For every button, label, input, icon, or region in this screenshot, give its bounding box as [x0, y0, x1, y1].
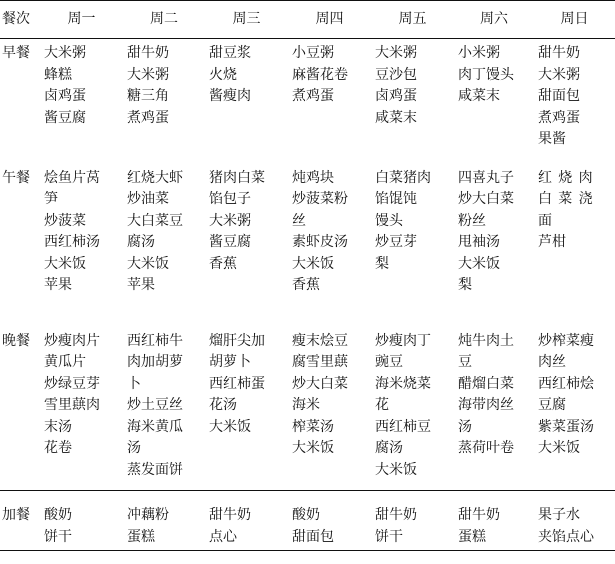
- dish-item: 饼干: [375, 528, 403, 545]
- dish-item: 大米粥: [127, 66, 169, 83]
- dish-item: 花: [375, 397, 389, 413]
- menu-cell: [123, 491, 205, 551]
- dish-item: 丝: [292, 212, 306, 229]
- dish-item: 炒瘦肉片: [44, 332, 100, 349]
- dish-item: 紫菜蛋汤: [538, 418, 594, 435]
- dish-item: 甜面包: [292, 528, 334, 545]
- dish-item: 胡萝卜: [209, 354, 251, 370]
- dish-item: 甜面包: [538, 88, 580, 104]
- table-header: [0, 1, 615, 39]
- dish-item: 西红柿汤: [44, 234, 100, 250]
- header-day: 周二: [150, 10, 178, 27]
- header-meal: 餐次: [2, 10, 30, 27]
- menu-cell: [371, 327, 454, 491]
- dish-item: 蛋糕: [127, 528, 155, 545]
- dish-item: 豆: [458, 354, 472, 370]
- menu-cell: [205, 164, 288, 327]
- menu-cell: [371, 491, 454, 551]
- dish-item: 炒大白菜: [458, 191, 514, 207]
- dish-item: 西红柿蛋: [209, 375, 265, 392]
- dish-item: 烩鱼片莴: [44, 169, 100, 186]
- dish-item: 红烧肉: [538, 169, 599, 186]
- dish-item: 面: [538, 212, 559, 229]
- menu-cell: [371, 39, 454, 164]
- dish-item: 甜牛奶: [538, 45, 580, 61]
- dish-item: 雪里蕻肉: [44, 397, 100, 413]
- dish-item: 豆腐: [538, 397, 566, 413]
- dish-item: 末汤: [44, 418, 72, 435]
- dish-item: 卤鸡蛋: [375, 88, 417, 104]
- menu-cell: [534, 491, 615, 551]
- menu-cell: [288, 39, 371, 164]
- dish-item: 点心: [209, 528, 237, 545]
- dish-item: 馅馄饨: [375, 191, 417, 207]
- dish-item: 肉加胡萝: [127, 354, 183, 370]
- dish-item: 花卷: [44, 440, 72, 456]
- dish-item: 豌豆: [375, 354, 403, 370]
- header-day: 周三: [232, 10, 261, 27]
- dish-item: 梨: [375, 255, 389, 272]
- menu-cell: [40, 39, 123, 164]
- dish-item: 糖三角: [127, 88, 169, 104]
- menu-cell: [40, 327, 123, 491]
- dish-item: 海带肉丝: [458, 397, 514, 413]
- dish-item: 馒头: [375, 212, 403, 229]
- dish-item: 白菜浇: [538, 191, 599, 207]
- dish-item: 大米饭: [127, 255, 169, 272]
- dish-item: 小豆粥: [292, 45, 334, 61]
- dish-item: 炒瘦肉丁: [375, 332, 431, 349]
- menu-cell: [123, 164, 205, 327]
- dish-item: 炒大白菜: [292, 375, 348, 392]
- dish-item: 芦柑: [538, 234, 566, 250]
- dish-item: 炒油菜: [127, 191, 169, 207]
- dish-item: 汤: [127, 440, 141, 456]
- dish-item: 炖牛肉土: [458, 332, 514, 349]
- dish-item: 咸菜末: [458, 88, 500, 104]
- snack-row: [0, 491, 615, 551]
- dish-item: 花汤: [209, 397, 237, 413]
- dish-item: 蜂糕: [44, 66, 72, 83]
- dish-item: 煮鸡蛋: [538, 109, 580, 126]
- dish-item: 大米饭: [375, 461, 417, 478]
- dish-item: 酱豆腐: [44, 109, 86, 126]
- dish-item: 大米饭: [209, 418, 251, 435]
- menu-cell: [40, 491, 123, 551]
- table-body: [0, 39, 615, 551]
- dish-item: 炒菠菜: [44, 212, 86, 229]
- dish-item: 香蕉: [292, 277, 320, 293]
- dish-item: 汤: [458, 418, 472, 435]
- dish-item: 火烧: [209, 66, 237, 83]
- dish-item: 腐雪里蕻: [292, 354, 348, 370]
- meal-label: 晚餐: [2, 332, 30, 349]
- dish-item: 西红柿牛: [127, 332, 183, 349]
- dish-item: 果酱: [538, 131, 566, 147]
- header-day: 周日: [560, 10, 589, 27]
- dish-item: 果子水: [538, 507, 580, 523]
- dish-item: 蒸荷叶卷: [458, 440, 514, 456]
- dish-item: 大白菜豆: [127, 212, 183, 229]
- dinner-row: [0, 327, 615, 491]
- meal-label: 加餐: [2, 507, 30, 523]
- dish-item: 卤鸡蛋: [44, 88, 86, 104]
- dish-item: 西红柿烩: [538, 375, 594, 392]
- dish-item: 腐汤: [375, 440, 403, 456]
- dish-item: 煮鸡蛋: [292, 88, 334, 104]
- dish-item: 酱豆腐: [209, 234, 251, 250]
- dish-item: 白菜猪肉: [375, 169, 431, 186]
- dish-item: 咸菜末: [375, 109, 417, 126]
- menu-cell: [288, 164, 371, 327]
- dish-item: 炖鸡块: [292, 169, 334, 186]
- dish-item: 冲藕粉: [127, 507, 169, 523]
- dish-item: 酱瘦肉: [209, 88, 251, 104]
- dish-item: 榨菜汤: [292, 418, 334, 435]
- dish-item: 猪肉白菜: [209, 169, 265, 186]
- dish-item: 熘肝尖加: [209, 332, 265, 349]
- menu-cell: [123, 327, 205, 491]
- dish-item: 甩袖汤: [458, 234, 500, 250]
- menu-cell: [534, 327, 615, 491]
- dish-item: 麻酱花卷: [292, 66, 348, 83]
- header-day: 周五: [398, 10, 427, 27]
- dish-item: 海米烧菜: [375, 375, 431, 392]
- dish-item: 蒸发面饼: [127, 461, 183, 478]
- dish-item: 红烧大虾: [127, 169, 183, 186]
- header-day: 周一: [67, 10, 96, 27]
- menu-cell: [288, 491, 371, 551]
- dish-item: 甜豆浆: [209, 45, 251, 61]
- dish-item: 黄瓜片: [44, 354, 86, 370]
- menu-cell: [454, 491, 534, 551]
- dish-item: 海米黄瓜: [127, 418, 183, 435]
- dish-item: 炒榨菜瘦: [538, 332, 594, 349]
- dish-item: 粉丝: [458, 212, 486, 229]
- lunch-row: [0, 164, 615, 327]
- dish-item: 甜牛奶: [458, 507, 500, 523]
- dish-item: 甜牛奶: [375, 507, 417, 523]
- dish-item: 大米粥: [538, 66, 580, 83]
- meal-label: 午餐: [2, 169, 30, 186]
- dish-item: 煮鸡蛋: [127, 109, 169, 126]
- dish-item: 大米饭: [292, 255, 334, 272]
- header-day: 周四: [315, 10, 344, 27]
- dish-item: 苹果: [127, 277, 155, 293]
- menu-cell: [288, 327, 371, 491]
- menu-cell: [454, 327, 534, 491]
- dish-item: 香蕉: [209, 255, 237, 272]
- menu-cell: [205, 491, 288, 551]
- dish-item: 炒绿豆芽: [44, 375, 100, 392]
- dish-item: 蛋糕: [458, 528, 486, 545]
- dish-item: 夹馅点心: [538, 528, 594, 545]
- dish-item: 大米粥: [375, 45, 417, 61]
- dish-item: 大米饭: [538, 440, 580, 456]
- dish-item: 炒豆芽: [375, 234, 417, 250]
- menu-cell: [40, 164, 123, 327]
- dish-item: 大米粥: [209, 212, 251, 229]
- dish-item: 炒土豆丝: [127, 397, 183, 413]
- dish-item: 醋熘白菜: [458, 375, 514, 392]
- dish-item: 炒菠菜粉: [292, 191, 348, 207]
- header-day: 周六: [480, 10, 508, 27]
- header-row: [0, 1, 615, 39]
- dish-item: 豆沙包: [375, 66, 417, 83]
- dish-item: 素虾皮汤: [292, 234, 348, 250]
- dish-item: 四喜丸子: [458, 169, 514, 186]
- menu-cell: [454, 39, 534, 164]
- dish-item: 笋: [44, 191, 58, 207]
- dish-item: 大米饭: [292, 440, 334, 456]
- dish-item: 馅包子: [209, 191, 251, 207]
- menu-cell: [534, 164, 615, 327]
- dish-item: 西红柿豆: [375, 418, 431, 435]
- dish-item: 大米饭: [458, 255, 500, 272]
- menu-cell: [205, 327, 288, 491]
- dish-item: 饼干: [44, 528, 72, 545]
- menu-cell: [205, 39, 288, 164]
- dish-item: 大米粥: [44, 45, 86, 61]
- dish-item: 酸奶: [292, 507, 320, 523]
- menu-cell: [454, 164, 534, 327]
- dish-item: 肉丁馒头: [458, 66, 514, 83]
- dish-item: 梨: [458, 277, 472, 293]
- dish-item: 小米粥: [458, 45, 500, 61]
- menu-cell: [371, 164, 454, 327]
- dish-item: 大米饭: [44, 255, 86, 272]
- dish-item: 苹果: [44, 277, 72, 293]
- meal-label: 早餐: [2, 45, 30, 61]
- dish-item: 酸奶: [44, 507, 72, 523]
- dish-item: 海米: [292, 397, 320, 413]
- dish-item: 甜牛奶: [209, 507, 251, 523]
- breakfast-row: [0, 39, 615, 164]
- menu-cell: [534, 39, 615, 164]
- dish-item: 瘦末烩豆: [292, 332, 348, 349]
- dish-item: 卜: [127, 375, 141, 392]
- menu-cell: [123, 39, 205, 164]
- dish-item: 腐汤: [127, 234, 155, 250]
- dish-item: 肉丝: [538, 354, 566, 370]
- dish-item: 甜牛奶: [127, 45, 169, 61]
